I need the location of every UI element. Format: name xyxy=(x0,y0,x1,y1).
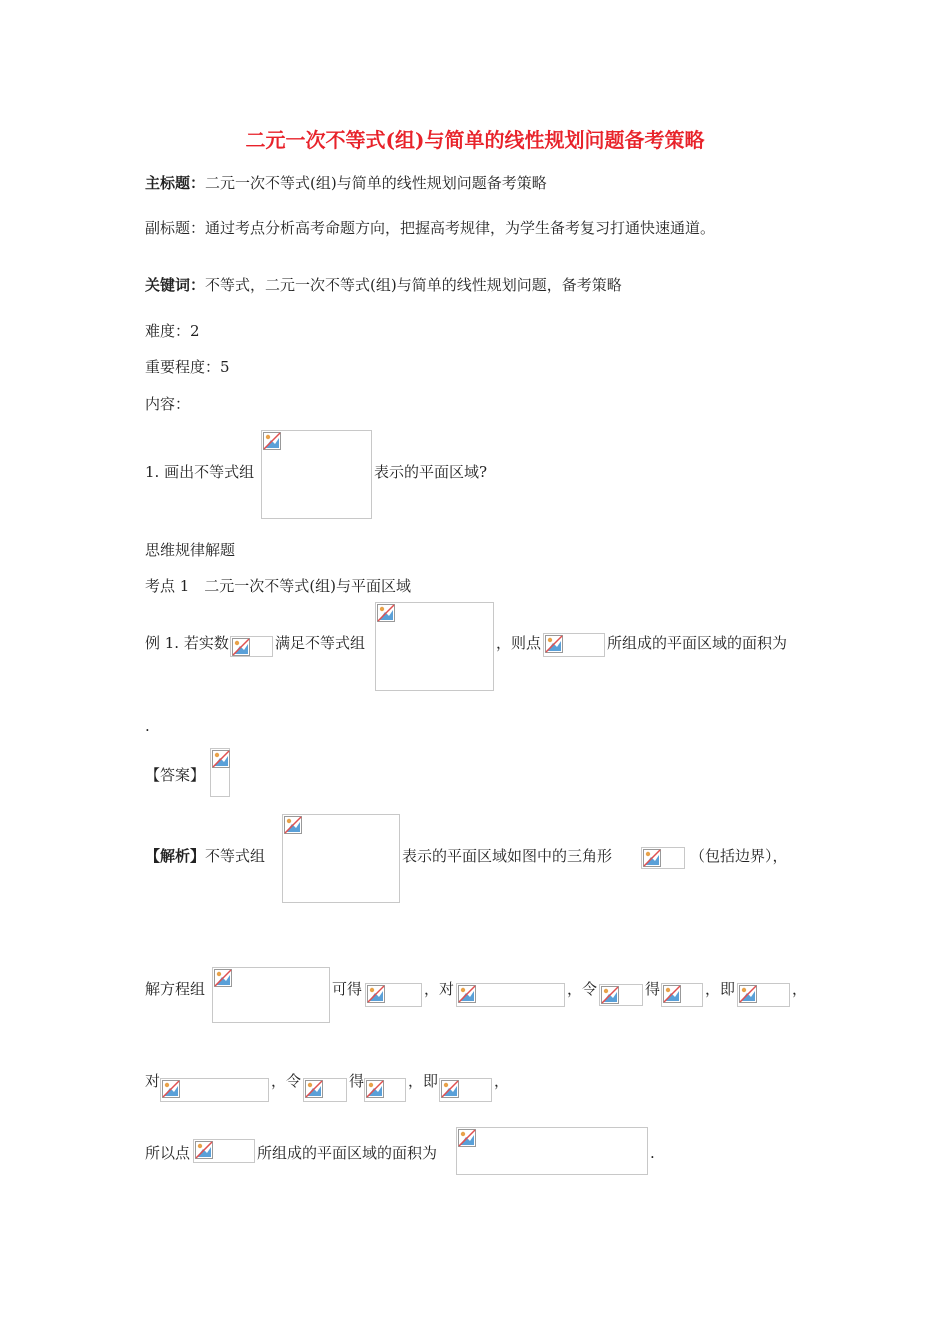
analysis-text-b: 表示的平面区域如图中的三角形 xyxy=(402,847,613,865)
broken-image-icon xyxy=(739,985,757,1003)
formula-image xyxy=(456,1127,648,1175)
point-1-heading: 考点 1 二元一次不等式(组)与平面区域 xyxy=(145,577,412,595)
formula-image xyxy=(160,1078,269,1102)
formula-image xyxy=(365,983,422,1007)
subtitle: 副标题：通过考点分析高考命题方向，把握高考规律，为学生备考复习打通快速通道。 xyxy=(145,219,716,237)
line4-text-c: . xyxy=(650,1144,655,1162)
formula-image xyxy=(261,430,372,519)
formula-image xyxy=(661,983,703,1007)
analysis-text-a: 不等式组 xyxy=(205,847,266,865)
solve-text-d: ，令 xyxy=(567,980,598,998)
solve-text-c: ，对 xyxy=(424,980,455,998)
formula-image xyxy=(456,983,565,1007)
broken-image-icon xyxy=(441,1080,459,1098)
broken-image-icon xyxy=(212,750,230,768)
formula-image xyxy=(641,847,685,869)
analysis-row-a xyxy=(145,846,265,866)
main-title-row xyxy=(145,173,547,193)
main-title-value: 二元一次不等式(组)与简单的线性规划问题备考策略 xyxy=(205,174,547,192)
solve-text-g: ， xyxy=(792,980,808,998)
broken-image-icon xyxy=(377,604,395,622)
broken-image-icon xyxy=(232,638,250,656)
broken-image-icon xyxy=(458,985,476,1003)
solve-text-e: 得 xyxy=(645,980,661,998)
broken-image-icon xyxy=(214,969,232,987)
solve-text-f: ，即 xyxy=(705,980,736,998)
line3-text-e: ， xyxy=(494,1072,510,1090)
formula-image xyxy=(193,1139,255,1163)
broken-image-icon xyxy=(162,1080,180,1098)
solve-text-b: 可得 xyxy=(332,980,363,998)
formula-image xyxy=(375,602,494,691)
analysis-label: 【解析】 xyxy=(145,847,206,865)
line3-text-b: ，令 xyxy=(271,1072,302,1090)
broken-image-icon xyxy=(643,849,661,867)
line4-text-a: 所以点 xyxy=(145,1144,191,1162)
q1-text-after: 表示的平面区域? xyxy=(374,463,488,481)
formula-image xyxy=(303,1078,347,1102)
formula-image xyxy=(599,984,643,1006)
example-1-period: . xyxy=(145,717,150,735)
document-title: 二元一次不等式(组)与简单的线性规划问题备考策略 xyxy=(245,128,705,152)
section-heading: 思维规律解题 xyxy=(145,541,236,559)
formula-image xyxy=(210,748,230,797)
formula-image xyxy=(543,633,605,657)
example-1-text-c: ，则点 xyxy=(496,634,542,652)
formula-image xyxy=(230,636,273,657)
keywords-row xyxy=(145,275,622,295)
broken-image-icon xyxy=(367,985,385,1003)
line3-text-d: ，即 xyxy=(408,1072,439,1090)
example-1-text-b: 满足不等式组 xyxy=(275,634,366,652)
broken-image-icon xyxy=(545,635,563,653)
broken-image-icon xyxy=(601,986,619,1004)
analysis-text-c: （包括边界）， xyxy=(690,847,788,865)
answer-label: 【答案】 xyxy=(145,766,206,784)
keywords-label: 关键词： xyxy=(145,276,206,294)
broken-image-icon xyxy=(458,1129,476,1147)
example-1-text-d: 所组成的平面区域的面积为 xyxy=(607,634,788,652)
formula-image xyxy=(282,814,400,903)
keywords-value: 不等式，二元一次不等式(组)与简单的线性规划问题，备考策略 xyxy=(205,276,622,294)
broken-image-icon xyxy=(195,1141,213,1159)
formula-image xyxy=(737,983,790,1007)
line4-text-b: 所组成的平面区域的面积为 xyxy=(257,1144,438,1162)
q1-text-before: 1. 画出不等式组 xyxy=(145,463,255,481)
formula-image xyxy=(212,967,330,1023)
difficulty: 难度：2 xyxy=(145,322,200,340)
broken-image-icon xyxy=(366,1080,384,1098)
main-title-label: 主标题： xyxy=(145,174,206,192)
formula-image xyxy=(364,1078,406,1102)
importance: 重要程度：5 xyxy=(145,358,230,376)
example-1-text-a: 例 1. 若实数 xyxy=(145,634,229,652)
line3-text-c: 得 xyxy=(349,1072,365,1090)
content-label: 内容： xyxy=(145,395,191,413)
broken-image-icon xyxy=(263,432,281,450)
line3-text-a: 对 xyxy=(145,1072,161,1090)
formula-image xyxy=(439,1078,492,1102)
broken-image-icon xyxy=(663,985,681,1003)
solve-text-a: 解方程组 xyxy=(145,980,206,998)
broken-image-icon xyxy=(284,816,302,834)
broken-image-icon xyxy=(305,1080,323,1098)
